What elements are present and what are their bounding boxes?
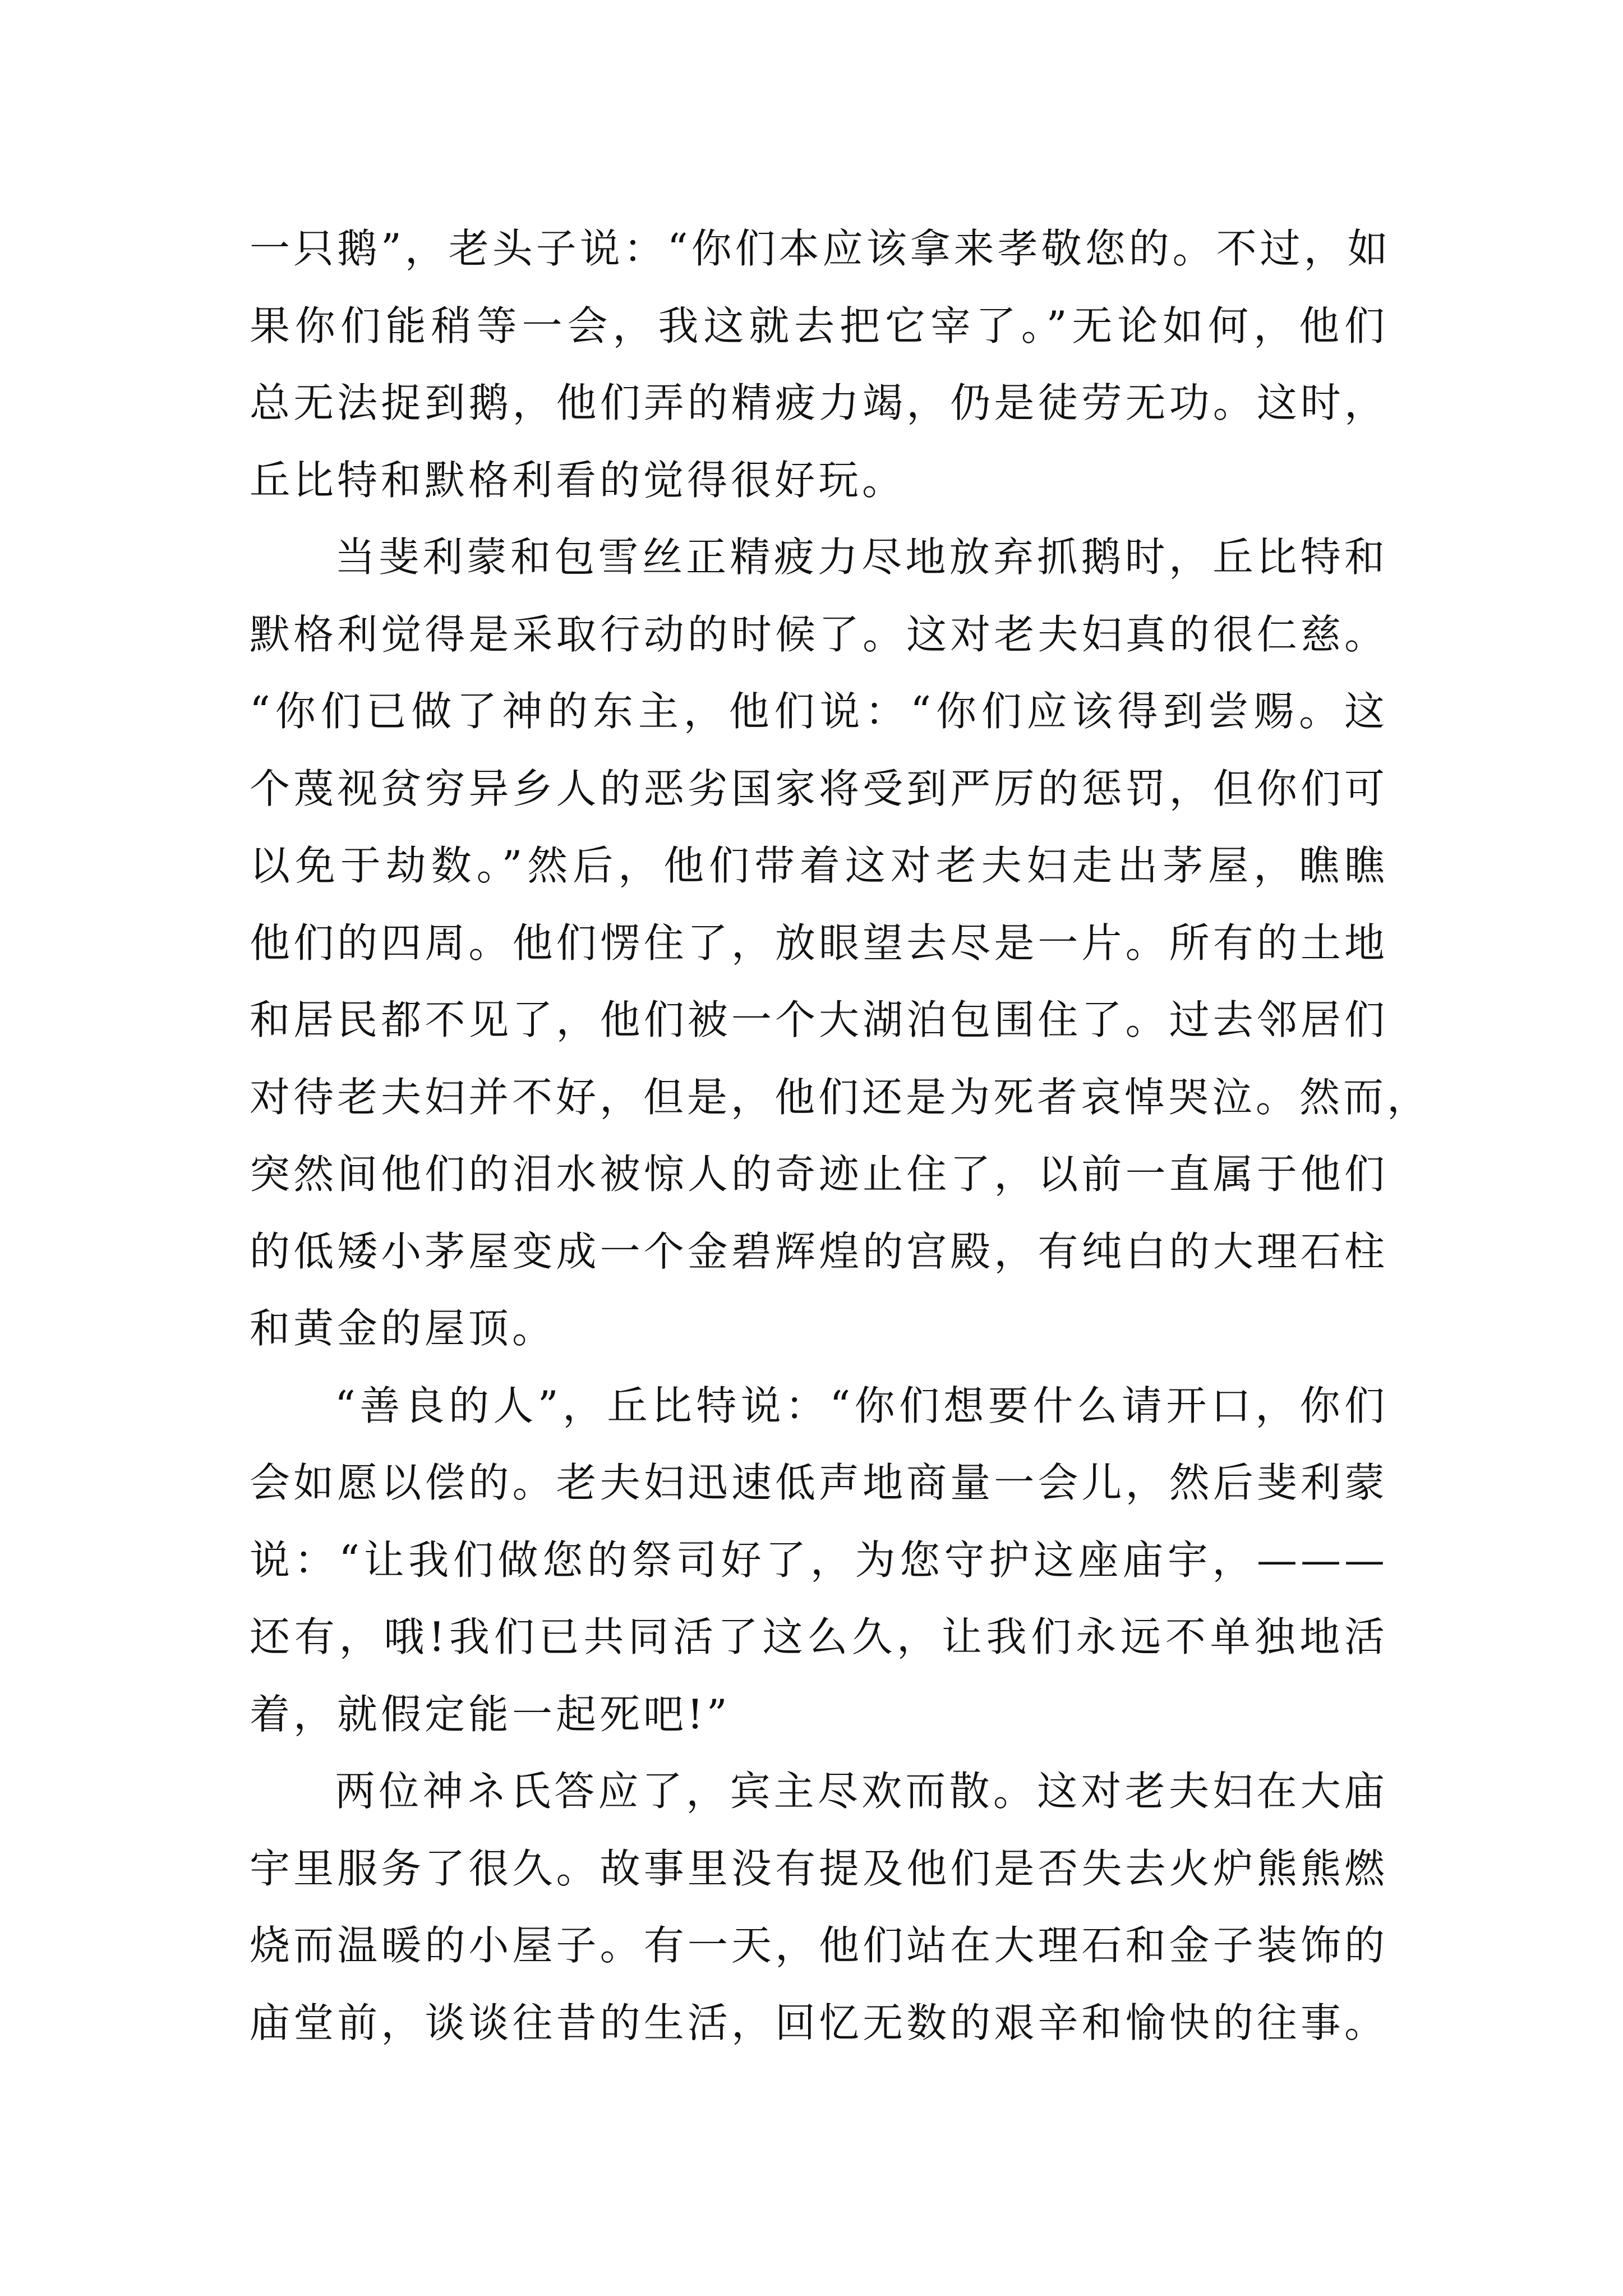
body-text	[250, 210, 1431, 2062]
text-line: 丘比特和默格利看的觉得很好玩。	[250, 456, 906, 504]
paragraph-4	[250, 1753, 1388, 2062]
text-line: “你们已做了神的东主，他们说：“你们应该得到尝赐。这	[250, 688, 1388, 735]
text-line: “善良的人”，丘比特说：“你们想要什么请开口，你们	[335, 1382, 1388, 1429]
text-line: 的低矮小茅屋变成一个金碧辉煌的宫殿，有纯白的大理石柱	[250, 1227, 1388, 1275]
text-line: 和黄金的屋顶。	[250, 1305, 556, 1352]
paragraph-2	[250, 519, 1431, 1368]
paragraph-3	[250, 1368, 1388, 1754]
text-line: 庙堂前，谈谈往昔的生活，回忆无数的艰辛和愉快的往事。	[250, 1999, 1388, 2046]
text-line: 个蔑视贫穷异乡人的恶劣国家将受到严厉的惩罚，但你们可	[250, 765, 1388, 812]
text-line: 对待老夫妇并不好，但是，他们还是为死者哀悼哭泣。然而，	[250, 1073, 1431, 1121]
text-line: 当斐利蒙和包雪丝正精疲力尽地放弃抓鹅时，丘比特和	[335, 533, 1388, 581]
text-line: 以免于劫数。”然后，他们带着这对老夫妇走出茅屋，瞧瞧	[250, 842, 1388, 889]
text-line: 果你们能稍等一会，我这就去把它宰了。”无论如何，他们	[250, 302, 1388, 349]
text-line: 总无法捉到鹅，他们弄的精疲力竭，仍是徒劳无功。这时，	[250, 379, 1388, 426]
text-line: 默格利觉得是采取行动的时候了。这对老夫妇真的很仁慈。	[250, 610, 1388, 658]
text-line: 一只鹅”，老头子说：“你们本应该拿来孝敬您的。不过，如	[250, 225, 1391, 272]
text-line: 两位神ネ氏答应了，宾主尽欢而散。这对老夫妇在大庙	[335, 1768, 1388, 1815]
paragraph-1	[250, 210, 1391, 519]
text-line: 宇里服务了很久。故事里没有提及他们是否失去火炉熊熊燃	[250, 1844, 1388, 1892]
text-line: 着，就假定能一起死吧!”	[250, 1690, 731, 1738]
text-line: 他们的四周。他们愣住了，放眼望去尽是一片。所有的土地	[250, 919, 1388, 967]
text-line: 突然间他们的泪水被惊人的奇迹止住了，以前一直属于他们	[250, 1151, 1388, 1198]
text-line: 烧而温暖的小屋子。有一天，他们站在大理石和金子装饰的	[250, 1922, 1388, 1969]
text-line: 和居民都不见了，他们被一个大湖泊包围住了。过去邻居们	[250, 996, 1388, 1043]
text-line: 说：“让我们做您的祭司好了，为您守护这座庙宇，———	[250, 1536, 1388, 1584]
text-line: 还有，哦!我们已共同活了这么久，让我们永远不单独地活	[250, 1613, 1388, 1660]
text-line: 会如愿以偿的。老夫妇迅速低声地商量一会儿，然后斐利蒙	[250, 1459, 1388, 1506]
